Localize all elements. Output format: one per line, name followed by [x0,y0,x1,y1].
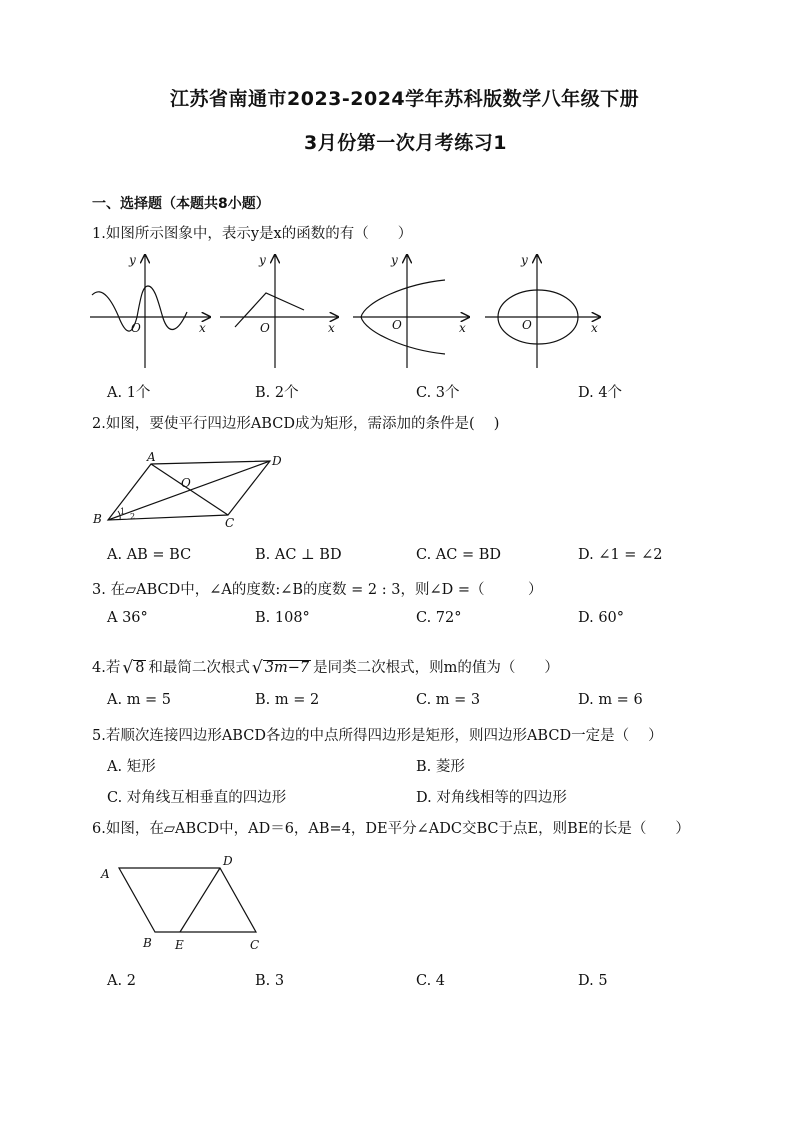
graph-2-y-label: y [259,253,266,267]
graph-4-origin-label: O [522,318,532,332]
q2-option-a[interactable]: A. AB = BC [107,547,192,563]
q4-stem-suffix: 是同类二次根式，则m的值为（ ） [313,660,559,676]
fig6-label-e: E [175,938,184,952]
fig2-label-b: B [93,512,102,526]
question-1-stem: 1.如图所示图象中，表示y是x的函数的有（ ） [92,226,413,242]
graph-1-x-label: x [199,321,206,335]
q4-option-b[interactable]: B. m = 2 [255,692,320,708]
fig6-label-a: A [101,867,110,881]
graph-3-parabola [353,253,469,368]
fig2-label-c: C [225,516,235,530]
graph-1-sine [90,253,210,368]
q3-option-a[interactable]: A 36° [107,610,148,626]
question-1-graphs [85,250,615,372]
q2-option-b[interactable]: B. AC ⊥ BD [255,547,342,563]
question-2-stem: 2.如图，要使平行四边形ABCD成为矩形，需添加的条件是( ) [92,416,500,432]
graph-1-origin-label: O [131,321,141,335]
fig6-label-d: D [223,854,233,868]
q5-option-d[interactable]: D. 对角线相等的四边形 [416,790,567,806]
q4-stem-prefix: 4.若 [92,660,121,676]
question-4-stem [92,656,559,677]
q6-option-d[interactable]: D. 5 [578,973,608,989]
fig2-label-o: O [181,476,191,490]
fig2-label-d: D [272,454,282,468]
question-5-stem: 5.若顺次连接四边形ABCD各边的中点所得四边形是矩形，则四边形ABCD一定是（ ） [92,728,663,744]
question-6-stem: 6.如图，在▱ABCD中，AD＝6，AB=4，DE平分∠ADC交BC于点E，则BE的长是（ ） [92,821,690,837]
q4-radical-1: √ 8 [122,658,145,678]
graph-3-origin-label: O [392,318,402,332]
q4-stem-mid: 和最简二次根式 [148,660,250,676]
graph-1-y-label: y [129,253,136,267]
q6-option-b[interactable]: B. 3 [255,973,285,989]
fig6-label-c: C [250,938,260,952]
graph-2-polyline [220,253,338,368]
graph-4-ellipse [485,253,600,368]
q4-radical-2: √ 3m−7 [251,658,310,678]
q5-option-b[interactable]: B. 菱形 [416,759,465,775]
fig6-label-b: B [143,936,152,950]
section-heading: 一、选择题（本题共8小题） [92,196,270,212]
graph-4-y-label: y [521,253,528,267]
fig2-angle-2: 2 [130,512,136,521]
q2-option-d[interactable]: D. ∠1 = ∠2 [578,547,663,563]
question-2-figure [88,448,288,533]
q4-option-a[interactable]: A. m = 5 [107,692,172,708]
graph-2-x-label: x [328,321,335,335]
page-title-line2: 3月份第一次月考练习1 [304,132,507,154]
graph-3-x-label: x [459,321,466,335]
q3-option-b[interactable]: B. 108° [255,610,310,626]
graph-3-y-label: y [391,253,398,267]
q4-option-c[interactable]: C. m = 3 [416,692,481,708]
q1-option-c[interactable]: C. 3个 [416,385,460,401]
q6-option-c[interactable]: C. 4 [416,973,446,989]
graph-2-origin-label: O [260,321,270,335]
question-6-figure [95,850,275,955]
question-3-stem: 3. 在▱ABCD中，∠A的度数:∠B的度数 = 2 : 3，则∠D =（ ） [92,582,543,598]
q1-option-d[interactable]: D. 4个 [578,385,623,401]
q6-option-a[interactable]: A. 2 [107,973,136,989]
q2-option-c[interactable]: C. AC = BD [416,547,502,563]
graph-4-x-label: x [591,321,598,335]
q4-option-d[interactable]: D. m = 6 [578,692,643,708]
page-title-line1: 江苏省南通市2023-2024学年苏科版数学八年级下册 [170,88,640,110]
fig2-label-a: A [147,450,156,464]
q1-option-b[interactable]: B. 2个 [255,385,299,401]
q5-option-a[interactable]: A. 矩形 [107,759,156,775]
q3-option-c[interactable]: C. 72° [416,610,462,626]
q5-option-c[interactable]: C. 对角线互相垂直的四边形 [107,790,287,806]
q1-option-a[interactable]: A. 1个 [107,385,151,401]
fig2-angle-1: 1 [120,507,126,516]
q3-option-d[interactable]: D. 60° [578,610,625,626]
